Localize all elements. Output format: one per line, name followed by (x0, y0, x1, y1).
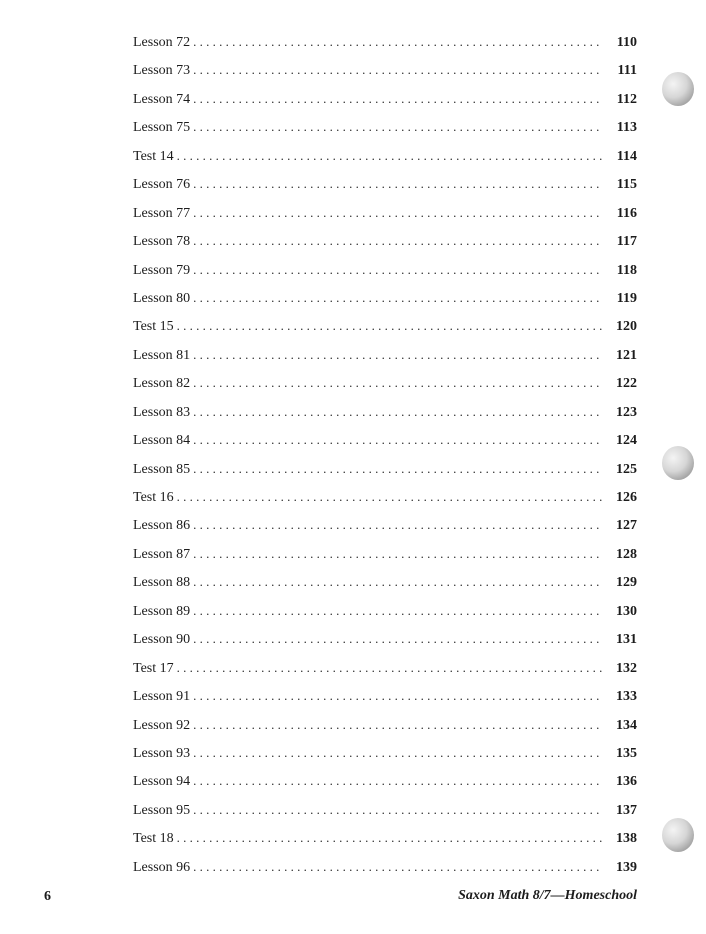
dot-leader (193, 455, 603, 483)
dot-leader (193, 796, 603, 824)
toc-entry-label: Lesson 85 (133, 461, 191, 477)
toc-entry-page-number: 127 (616, 518, 637, 534)
toc-entry (133, 28, 637, 56)
dot-leader (193, 767, 603, 795)
toc-entry (133, 113, 637, 141)
toc-entry-label: Lesson 76 (133, 177, 191, 193)
dot-leader (193, 426, 603, 454)
toc-entry-page-number: 118 (616, 262, 637, 278)
toc-entry-page-number: 132 (616, 660, 637, 676)
toc-entry-label: Test 17 (133, 660, 174, 676)
toc-entry-page-number: 131 (616, 632, 637, 648)
dot-leader (193, 341, 603, 369)
toc-entry-page-number: 120 (616, 319, 637, 335)
toc-entry-page-number: 117 (616, 234, 637, 250)
toc-entry-page-number: 121 (616, 347, 637, 363)
toc-entry (133, 824, 637, 852)
toc-entry (133, 256, 637, 284)
toc-entry (133, 227, 637, 255)
toc-entry (133, 853, 637, 881)
dot-leader (193, 227, 603, 255)
toc-entry (133, 426, 637, 454)
toc-entry-page-number: 135 (616, 745, 637, 761)
dot-leader (177, 142, 603, 170)
toc-entry (133, 341, 637, 369)
toc-entry (133, 369, 637, 397)
dot-leader (193, 682, 603, 710)
dot-leader (193, 369, 603, 397)
dot-leader (193, 853, 603, 881)
table-of-contents (133, 28, 637, 881)
toc-entry-label: Lesson 94 (133, 774, 191, 790)
toc-entry-label: Lesson 80 (133, 290, 191, 306)
dot-leader (193, 56, 603, 84)
punch-hole-bottom (662, 818, 694, 852)
toc-entry (133, 56, 637, 84)
toc-entry-label: Test 18 (133, 831, 174, 847)
dot-leader (193, 256, 603, 284)
toc-entry-label: Lesson 73 (133, 63, 191, 79)
toc-entry-label: Lesson 82 (133, 376, 191, 392)
toc-entry-label: Lesson 79 (133, 262, 191, 278)
toc-entry (133, 142, 637, 170)
toc-entry (133, 540, 637, 568)
toc-entry-label: Lesson 87 (133, 546, 191, 562)
toc-entry-page-number: 122 (616, 376, 637, 392)
toc-entry-page-number: 139 (616, 859, 637, 875)
toc-entry-page-number: 116 (616, 205, 637, 221)
dot-leader (177, 824, 603, 852)
dot-leader (193, 625, 603, 653)
toc-entry-page-number: 111 (617, 63, 637, 79)
toc-entry-page-number: 115 (616, 177, 637, 193)
toc-entry-label: Lesson 84 (133, 433, 191, 449)
toc-entry-label: Test 15 (133, 319, 174, 335)
toc-entry-label: Lesson 72 (133, 35, 191, 50)
toc-entry-page-number: 113 (616, 120, 637, 136)
toc-entry (133, 455, 637, 483)
dot-leader (193, 398, 603, 426)
toc-entry-page-number: 114 (616, 148, 637, 164)
toc-entry (133, 170, 637, 198)
toc-entry-label: Lesson 75 (133, 120, 191, 136)
toc-entry-page-number: 126 (616, 490, 637, 505)
dot-leader (193, 284, 603, 312)
toc-entry (133, 483, 637, 511)
dot-leader (193, 711, 603, 739)
punch-hole-middle (662, 446, 694, 480)
toc-entry-page-number: 119 (616, 290, 637, 306)
dot-leader (193, 113, 603, 141)
toc-entry-page-number: 110 (616, 35, 637, 50)
toc-entry (133, 711, 637, 739)
toc-entry-label: Lesson 89 (133, 603, 191, 619)
dot-leader (193, 540, 603, 568)
toc-entry-page-number: 133 (616, 689, 637, 705)
toc-entry-label: Lesson 74 (133, 91, 191, 107)
toc-entry (133, 398, 637, 426)
toc-entry-page-number: 123 (616, 404, 637, 420)
dot-leader (177, 654, 603, 682)
toc-entry-label: Test 14 (133, 148, 174, 164)
toc-entry-label: Test 16 (133, 490, 174, 505)
toc-entry (133, 85, 637, 113)
dot-leader (193, 28, 603, 56)
toc-entry-page-number: 129 (616, 575, 637, 591)
toc-entry (133, 511, 637, 539)
dot-leader (193, 85, 603, 113)
toc-entry-label: Lesson 83 (133, 404, 191, 420)
toc-entry-label: Lesson 88 (133, 575, 191, 591)
toc-entry-page-number: 130 (616, 603, 637, 619)
toc-entry (133, 767, 637, 795)
toc-entry-page-number: 125 (616, 461, 637, 477)
toc-entry-page-number: 136 (616, 774, 637, 790)
toc-entry (133, 312, 637, 340)
toc-entry (133, 597, 637, 625)
dot-leader (193, 597, 603, 625)
toc-entry (133, 739, 637, 767)
toc-entry-page-number: 137 (616, 802, 637, 818)
toc-entry-label: Lesson 78 (133, 234, 191, 250)
toc-entry-label: Lesson 96 (133, 859, 191, 875)
toc-entry-page-number: 138 (616, 831, 637, 847)
dot-leader (193, 170, 603, 198)
toc-entry (133, 682, 637, 710)
toc-entry-page-number: 134 (616, 717, 637, 733)
dot-leader (193, 568, 603, 596)
toc-entry-label: Lesson 81 (133, 347, 191, 363)
punch-hole-top (662, 72, 694, 106)
dot-leader (193, 199, 603, 227)
toc-entry (133, 625, 637, 653)
toc-entry-label: Lesson 86 (133, 518, 191, 534)
toc-entry-label: Lesson 93 (133, 745, 191, 761)
toc-entry-label: Lesson 95 (133, 802, 191, 818)
dot-leader (193, 739, 603, 767)
footer-page-number: 6 (44, 889, 51, 904)
toc-entry-page-number: 124 (616, 433, 637, 449)
toc-entry-page-number: 128 (616, 546, 637, 562)
toc-entry-label: Lesson 77 (133, 205, 191, 221)
toc-entry (133, 199, 637, 227)
dot-leader (177, 312, 603, 340)
footer-book-title: Saxon Math 8/7—Homeschool (458, 888, 637, 903)
toc-entry (133, 568, 637, 596)
toc-entry-label: Lesson 92 (133, 717, 191, 733)
toc-entry-label: Lesson 90 (133, 632, 191, 648)
toc-entry (133, 284, 637, 312)
dot-leader (193, 511, 603, 539)
toc-entry (133, 796, 637, 824)
dot-leader (177, 483, 603, 511)
toc-entry-label: Lesson 91 (133, 689, 191, 705)
toc-entry (133, 654, 637, 682)
toc-entry-page-number: 112 (616, 91, 637, 107)
